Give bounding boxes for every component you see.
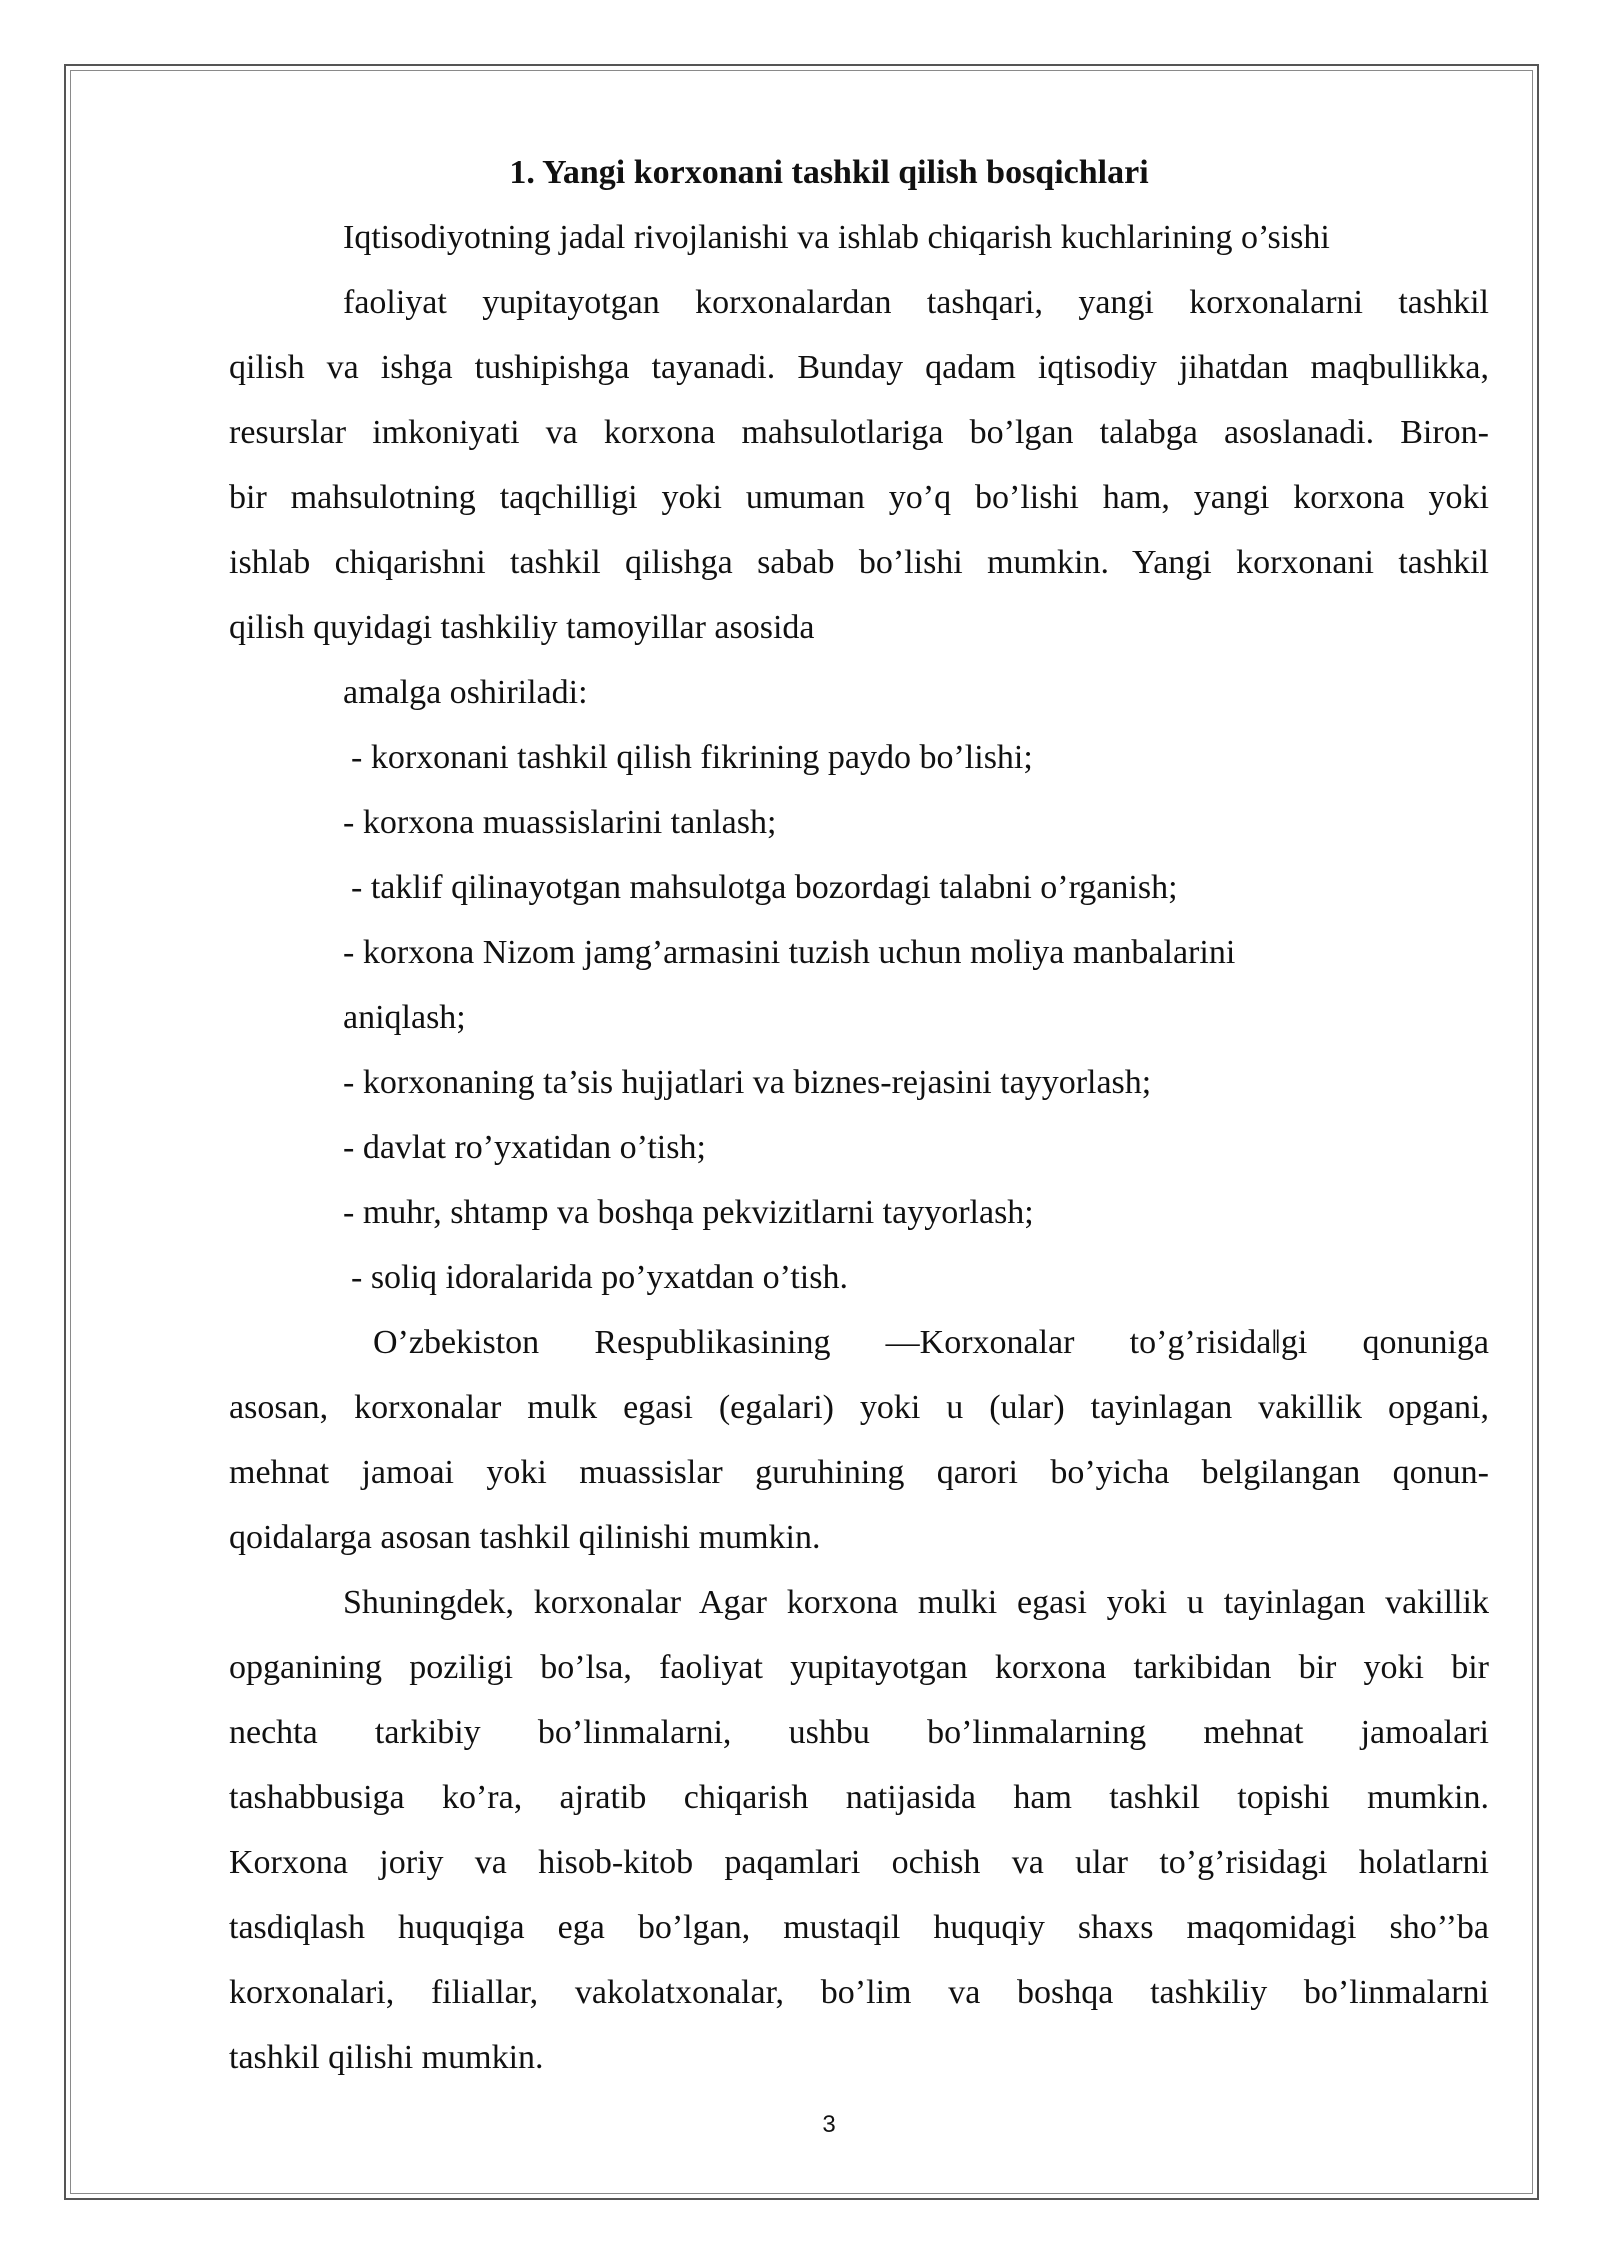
text-line: tasdiqlash huquqiga ega bo’lgan, mustaqil huquqiy shaxs maqomidagi sho’’ba xyxy=(229,1909,1489,1946)
text-line: ishlab chiqarishni tashkil qilishga sabab bo’lishi mumkin. Yangi korxonani tashkil xyxy=(229,544,1489,581)
list-item: - muhr, shtamp va boshqa pekvizitlarni tayyorlash; xyxy=(343,1194,1034,1231)
section-heading: 1. Yangi korxonani tashkil qilish bosqichlari xyxy=(509,154,1149,191)
list-item: - soliq idoralarida po’yxatdan o’tish. xyxy=(351,1259,848,1296)
text-line: Shuningdek, korxonalar Agar korxona mulki egasi yoki u tayinlagan vakillik xyxy=(343,1584,1489,1621)
list-item: - davlat ro’yxatidan o’tish; xyxy=(343,1129,706,1166)
text-line: tashkil qilishi mumkin. xyxy=(229,2039,544,2076)
text-line: korxonalari, filiallar, vakolatxonalar, bo’lim va boshqa tashkiliy bo’linmalarni xyxy=(229,1974,1489,2011)
list-item: - korxona Nizom jamg’armasini tuzish uchun moliya manbalarini xyxy=(343,934,1236,971)
text-line: amalga oshiriladi: xyxy=(343,674,588,711)
text-line: opganining poziligi bo’lsa, faoliyat yupitayotgan korxona tarkibidan bir yoki bir xyxy=(229,1649,1489,1686)
list-item: - taklif qilinayotgan mahsulotga bozordagi talabni o’rganish; xyxy=(351,869,1178,906)
text-line: nechta tarkibiy bo’linmalarni, ushbu bo’linmalarning mehnat jamoalari xyxy=(229,1714,1489,1751)
text-line: O’zbekiston Respublikasining ―Korxonalar to’g’risida‖gi qonuniga xyxy=(373,1324,1489,1361)
list-item: - korxonaning ta’sis hujjatlari va biznes-rejasini tayyorlash; xyxy=(343,1064,1152,1101)
text-line: resurslar imkoniyati va korxona mahsulotlariga bo’lgan talabga asoslanadi. Biron- xyxy=(229,414,1489,451)
text-line: Korxona joriy va hisob-kitob paqamlari ochish va ular to’g’risidagi holatlarni xyxy=(229,1844,1489,1881)
text-line: qilish va ishga tushipishga tayanadi. Bunday qadam iqtisodiy jihatdan maqbullikka, xyxy=(229,349,1489,386)
text-line: qilish quyidagi tashkiliy tamoyillar asosida xyxy=(229,609,815,646)
text-line: qoidalarga asosan tashkil qilinishi mumkin. xyxy=(229,1519,821,1556)
text-line: faoliyat yupitayotgan korxonalardan tashqari, yangi korxonalarni tashkil xyxy=(343,284,1489,321)
text-line: mehnat jamoai yoki muassislar guruhining qarori bo’yicha belgilangan qonun- xyxy=(229,1454,1489,1491)
list-item: - korxonani tashkil qilish fikrining paydo bo’lishi; xyxy=(351,739,1033,776)
text-line: asosan, korxonalar mulk egasi (egalari) yoki u (ular) tayinlagan vakillik opgani, xyxy=(229,1389,1489,1426)
list-item: - korxona muassislarini tanlash; xyxy=(343,804,777,841)
text-line: tashabbusiga ko’ra, ajratib chiqarish natijasida ham tashkil topishi mumkin. xyxy=(229,1779,1489,1816)
text-line: Iqtisodiyotning jadal rivojlanishi va ishlab chiqarish kuchlarining o’sishi xyxy=(343,219,1330,256)
page-number: 3 xyxy=(822,2111,836,2138)
text-line: bir mahsulotning taqchilligi yoki umuman yo’q bo’lishi ham, yangi korxona yoki xyxy=(229,479,1489,516)
list-item: aniqlash; xyxy=(343,999,466,1036)
